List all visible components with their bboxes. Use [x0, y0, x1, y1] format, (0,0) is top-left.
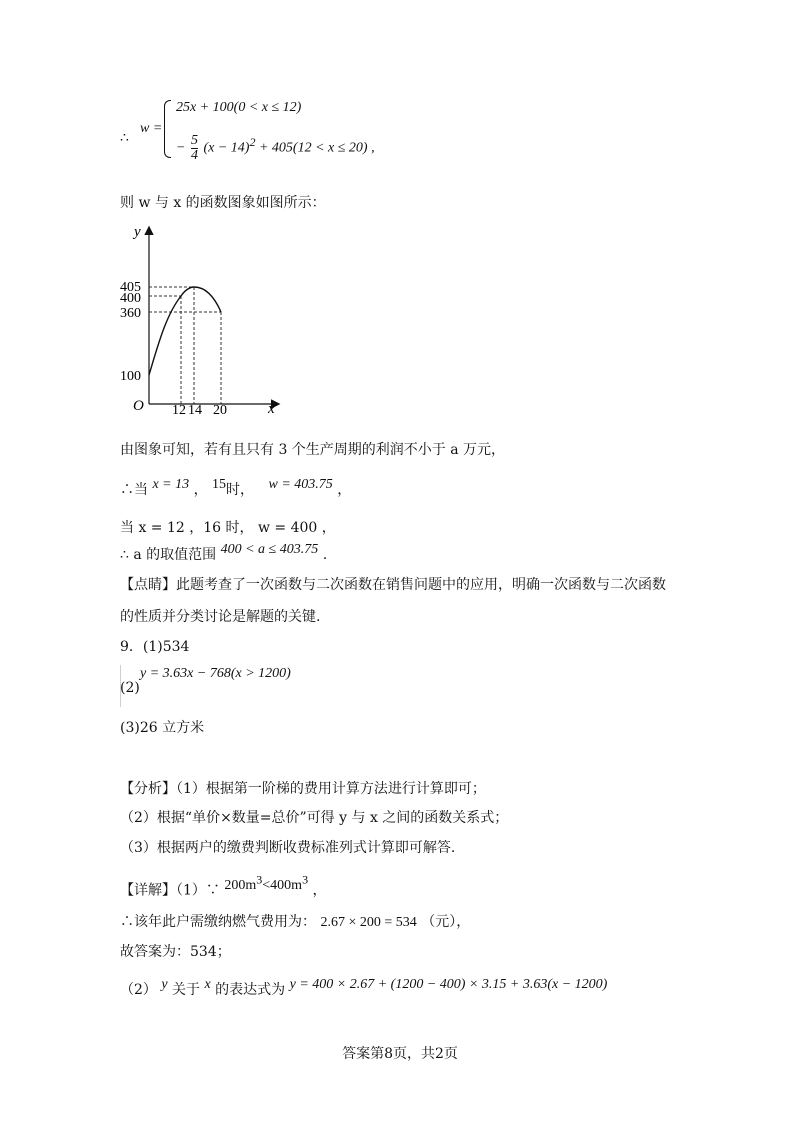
- q9-part2-label: (2): [120, 680, 140, 696]
- fee-prefix: ∴该年此户需缴纳燃气费用为：: [120, 914, 316, 930]
- fenxi-line-1: 【分析】（1）根据第一阶梯的费用计算方法进行计算即可；: [120, 781, 486, 797]
- piecewise-case-1: 25x + 100(0 < x ≤ 12): [176, 100, 302, 115]
- q9-title: 9．(1)534: [120, 639, 190, 655]
- expr-x: x: [204, 977, 211, 992]
- detail-inequality: [224, 872, 309, 893]
- detail-prefix: 【详解】（1）∵: [120, 882, 220, 899]
- w-equals: w =: [140, 121, 163, 136]
- q9-part2-formula: y = 3.63x − 768(x > 1200): [140, 666, 291, 681]
- y-tick-405: 405: [120, 280, 141, 295]
- detail-line: [120, 872, 327, 902]
- expr-y: y: [161, 977, 168, 992]
- expr-mid: 关于: [172, 982, 201, 998]
- range-end: .: [322, 547, 328, 563]
- therefore-symbol: ∴: [120, 130, 129, 146]
- case2-tail: + 405(12 < x ≤ 20) ,: [258, 140, 375, 156]
- eq-x13: x = 13: [152, 477, 190, 492]
- case2-numerator: 5: [190, 132, 198, 148]
- y-axis-label: y: [134, 224, 141, 240]
- detail-400: <400m: [262, 877, 303, 893]
- origin-label: O: [133, 398, 144, 414]
- page-footer: 答案第8页，共2页: [342, 1046, 458, 1062]
- function-curve: [149, 287, 221, 375]
- fenxi-line-3: （3）根据两户的缴费判断收费标准列式计算即可解答.: [120, 840, 456, 856]
- comment-line-1: 【点睛】此题考查了一次函数与二次函数在销售问题中的应用，明确一次函数与二次函数: [120, 577, 666, 593]
- case2-minus: −: [176, 140, 186, 156]
- eq-w-403-75: w = 403.75: [268, 477, 333, 492]
- fee-unit: （元），: [421, 914, 471, 930]
- when-label: ∴当: [120, 482, 148, 498]
- piecewise-case-2: [176, 132, 375, 163]
- x-axis-label: x: [268, 401, 275, 417]
- q9-part3: (3)26 立方米: [120, 720, 205, 736]
- detail-exp-1: 3: [256, 872, 263, 886]
- range-expression: 400 < a ≤ 403.75: [220, 542, 319, 557]
- separator: ，: [193, 482, 208, 498]
- x-tick-14: 14: [188, 403, 202, 418]
- fee-line: [120, 912, 470, 933]
- case2-denominator: 4: [190, 147, 198, 163]
- graph-intro: 则 w 与 x 的函数图象如图所示：: [120, 195, 326, 211]
- x-tick-20: 20: [213, 403, 227, 418]
- detail-end: ，: [312, 882, 327, 899]
- expr-prefix: （2）: [120, 982, 157, 998]
- analysis-line-4: [120, 542, 328, 566]
- expr-formula: y = 400 × 2.67 + (1200 − 400) × 3.15 + 3.63(x − 1200): [289, 977, 608, 992]
- answer-line: 故答案为：534；: [120, 944, 231, 960]
- detail-200: 200m: [224, 877, 257, 893]
- expr-label: 的表达式为: [215, 982, 286, 998]
- x-tick-12: 12: [172, 403, 186, 418]
- comment-line-2: 的性质并分类讨论是解题的关键.: [120, 609, 321, 625]
- value-15: 15: [212, 477, 227, 492]
- analysis-line-1: 由图象可知，若有且只有 3 个生产周期的利润不小于 a 万元，: [120, 442, 506, 458]
- y-tick-400: 400: [120, 291, 141, 306]
- fee-expression: 2.67 × 200 = 534: [320, 915, 417, 930]
- piecewise-brace: [164, 100, 171, 158]
- time-label: 时，: [226, 482, 255, 498]
- case2-body: (x − 14): [203, 140, 250, 156]
- fenxi-line-2: （2）根据“单价×数量=总价”可得 y 与 x 之间的函数关系式；: [120, 810, 509, 826]
- analysis-line-2: [120, 477, 352, 501]
- range-label: ∴ a 的取值范围: [120, 547, 217, 563]
- expression-line: [120, 977, 608, 1001]
- y-tick-100: 100: [120, 369, 141, 384]
- case2-fraction: [191, 134, 198, 163]
- detail-exp-2: 3: [302, 872, 309, 886]
- y-tick-360: 360: [120, 306, 141, 321]
- line2-end: ，: [337, 482, 352, 498]
- analysis-line-3: 当 x = 12 ，16 时， w = 400 ，: [120, 520, 336, 536]
- case2-exponent: 2: [249, 135, 256, 149]
